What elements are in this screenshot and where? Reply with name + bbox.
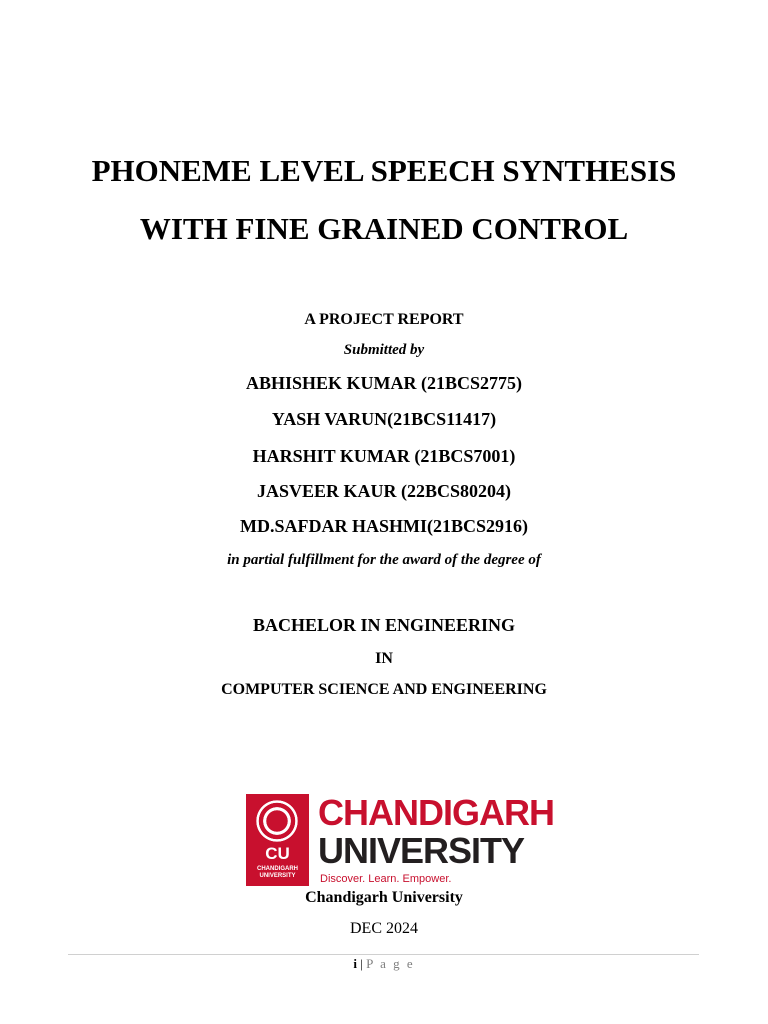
- page-label: P a g e: [366, 956, 415, 971]
- fulfillment-statement: in partial fulfillment for the award of the degree of: [227, 552, 541, 568]
- gear-emblem-icon: [255, 799, 299, 843]
- author-5: MD.SAFDAR HASHMI(21BCS2916): [240, 516, 528, 536]
- degree-branch: COMPUTER SCIENCE AND ENGINEERING: [221, 681, 547, 698]
- university-name: Chandigarh University: [305, 889, 463, 906]
- page-footer: [0, 956, 768, 972]
- title-line-2: WITH FINE GRAINED CONTROL: [139, 211, 629, 246]
- report-type: A PROJECT REPORT: [304, 311, 464, 328]
- author-2: YASH VARUN(21BCS11417): [271, 409, 497, 429]
- logo-emblem: [246, 794, 309, 886]
- degree-in: IN: [375, 650, 393, 667]
- logo-emblem-subtext: CHANDIGARH UNIVERSITY: [257, 866, 298, 879]
- logo-emblem-text: CU: [265, 844, 290, 863]
- submitted-by: Submitted by: [343, 342, 425, 358]
- title-line-1: PHONEME LEVEL SPEECH SYNTHESIS: [91, 153, 677, 188]
- author-4: JASVEER KAUR (22BCS80204): [256, 481, 512, 501]
- university-logo: [246, 792, 554, 888]
- footer-divider: [68, 954, 699, 955]
- logo-wordmark-line-2: UNIVERSITY: [318, 830, 525, 871]
- author-1: ABHISHEK KUMAR (21BCS2775): [245, 373, 523, 393]
- submission-date: DEC 2024: [350, 920, 418, 937]
- author-3: HARSHIT KUMAR (21BCS7001): [252, 446, 516, 466]
- logo-tagline: Discover. Learn. Empower.: [320, 873, 452, 885]
- logo-wordmark-line-1: CHANDIGARH: [318, 792, 554, 833]
- page-number: i: [353, 956, 357, 971]
- page-separator: |: [360, 956, 363, 971]
- degree-name: BACHELOR IN ENGINEERING: [252, 615, 516, 635]
